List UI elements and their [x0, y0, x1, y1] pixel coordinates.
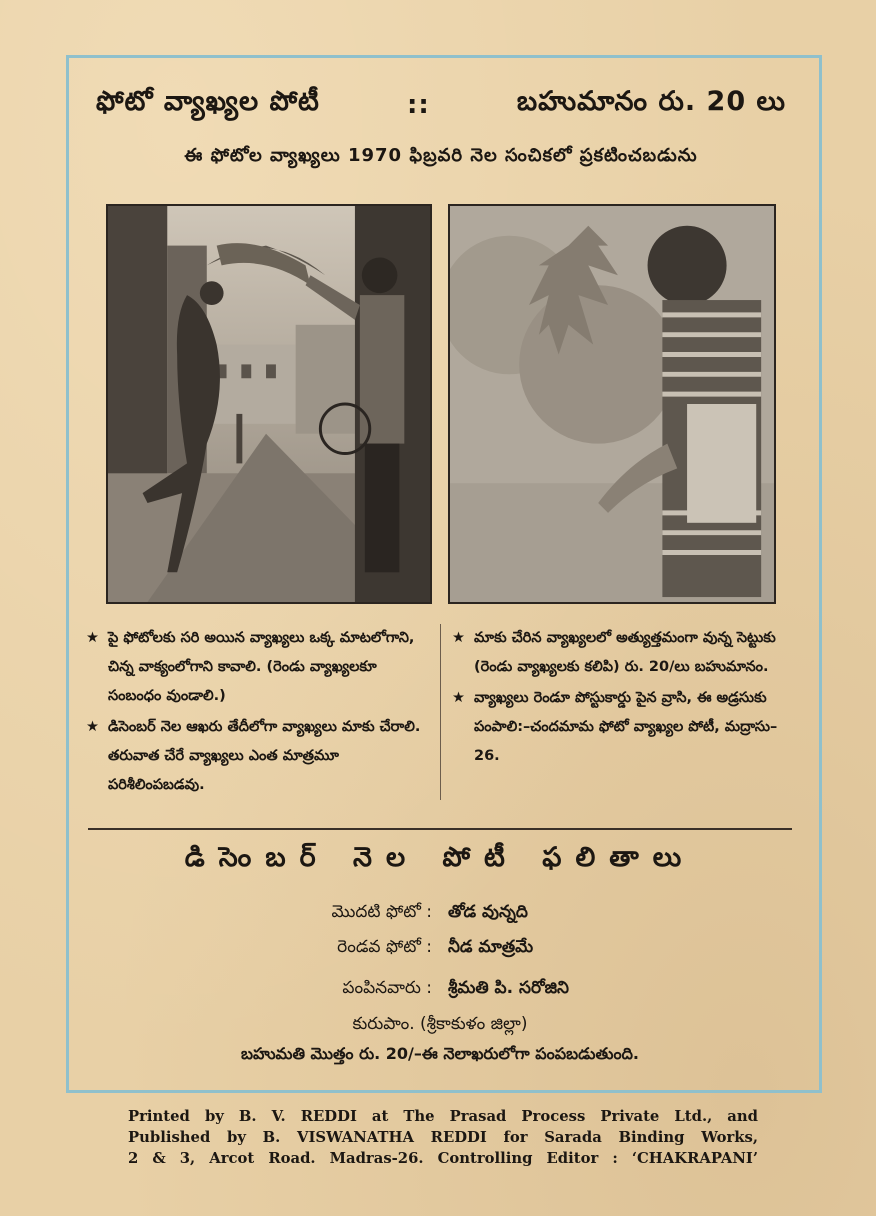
- star-icon: ★: [452, 690, 465, 706]
- rules-right-column: [452, 624, 797, 773]
- result-label: రెండవ ఫోటో :: [337, 937, 432, 957]
- star-icon: ★: [452, 630, 465, 646]
- rule-item: [452, 624, 797, 682]
- result-sender: [100, 978, 780, 1002]
- result-place: కురుపాం. (శ్రీకాకుళం జిల్లా): [352, 1014, 528, 1034]
- rules-left-column: [86, 624, 432, 802]
- contest-title: [96, 86, 786, 124]
- results-title: డిసెంబర్ నెల పోటీ ఫలితాలు: [184, 842, 696, 873]
- contest-subtitle: ఈ ఫోటోల వ్యాఖ్యలు 1970 ఫిబ్రవరి నెల సంచికలో ప్రకటించబడును: [184, 145, 698, 166]
- imprint-line: Published by B. VISWANATHA REDDI for Sarada Binding Works,: [128, 1129, 758, 1146]
- result-value: నీడ మాత్రమే: [448, 937, 534, 957]
- photo-girl-feeding: [448, 204, 776, 604]
- title-right: బహుమానం రు. 20 లు: [516, 86, 786, 117]
- rule-item: [452, 684, 797, 771]
- photo-boy-and-goat: [106, 204, 432, 604]
- rule-text: డిసెంబర్ నెల ఆఖరు తేదీలోగా వ్యాఖ్యలు మాకు చేరాలి. తరువాత చేరే వ్యాఖ్యలు ఎంత మాత్రమూ పరిశీలింపబడవు.: [108, 719, 421, 793]
- rule-text: పై ఫోటోలకు సరి అయిన వ్యాఖ్యలు ఒక్క మాటలోగాని, చిన్న వాక్యంలోగాని కావాలి. (రెండు వ్యాఖ్యలకూ సంబంధం వుండాలి.): [108, 630, 415, 704]
- result-label: మొదటి ఫోటో :: [331, 902, 432, 922]
- result-first-photo: [100, 902, 780, 926]
- prize-note: బహుమతి మొత్తం రు. 20/–ఈ నెలాఖరులోగా పంపబడుతుంది.: [241, 1044, 639, 1063]
- rule-item: [86, 713, 432, 800]
- column-divider: [440, 624, 441, 800]
- section-divider: [88, 828, 792, 830]
- title-left: ఫోటో వ్యాఖ్యల పోటీ: [96, 86, 320, 117]
- result-label: పంపినవారు :: [342, 978, 432, 998]
- imprint: [128, 1106, 758, 1169]
- title-separator: ::: [407, 90, 430, 120]
- imprint-line: Printed by B. V. REDDI at The Prasad Process Private Ltd., and: [128, 1108, 758, 1125]
- imprint-line: 2 & 3, Arcot Road. Madras-26. Controlling Editor : ‘CHAKRAPANI’: [128, 1150, 758, 1167]
- result-value: శ్రీమతి పి. సరోజిని: [448, 978, 569, 998]
- rule-item: [86, 624, 432, 711]
- rule-text: మాకు చేరిన వ్యాఖ్యలలో అత్యుత్తమంగా వున్న సెట్టుకు (రెండు వ్యాఖ్యలకు కలిపి) రు. 20/లు బహుమానం.: [474, 630, 776, 675]
- star-icon: ★: [86, 630, 99, 646]
- result-second-photo: [100, 937, 780, 961]
- star-icon: ★: [86, 719, 99, 735]
- rule-text: వ్యాఖ్యలు రెండూ పోస్టుకార్డు పైన వ్రాసి, ఈ అడ్రసుకు పంపాలి:–చందమామ ఫోటో వ్యాఖ్యల పోటీ, మద్రాసు–26.: [474, 690, 778, 764]
- result-value: తోడ వున్నది: [448, 902, 528, 922]
